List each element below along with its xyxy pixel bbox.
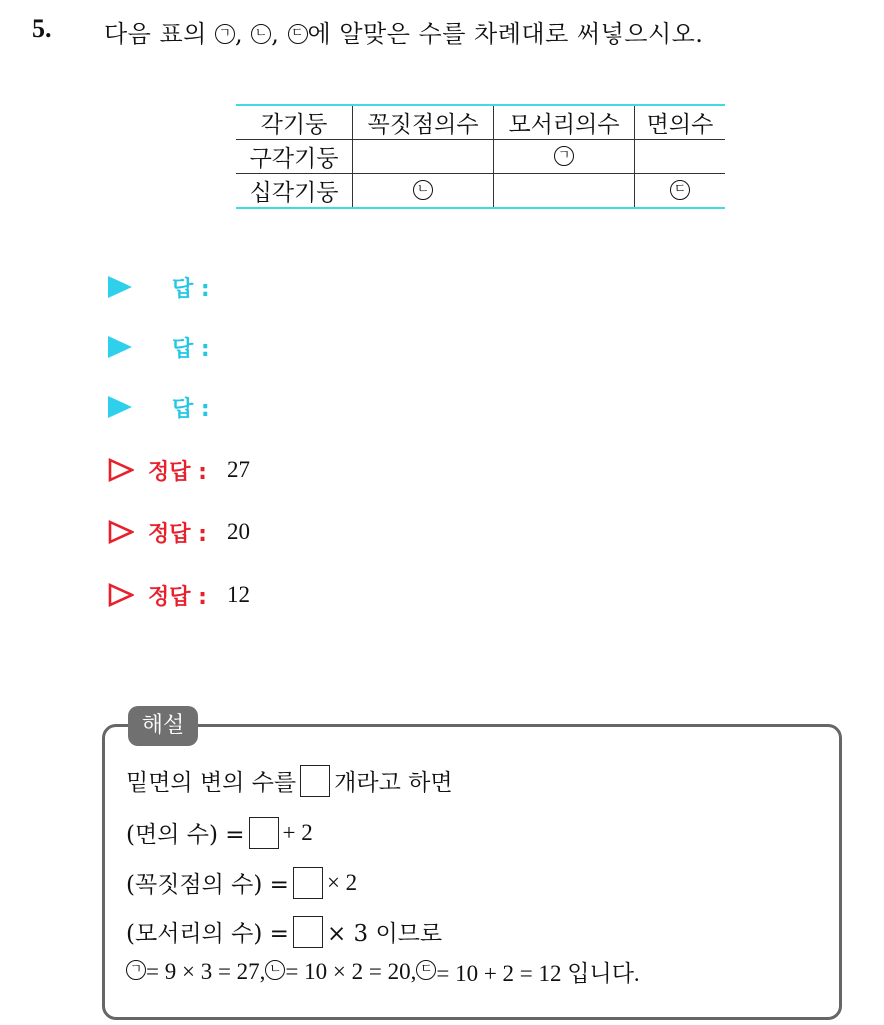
solution-label: 정답 : [148, 521, 207, 547]
filled-triangle-icon [108, 336, 132, 358]
answer-line [108, 332, 210, 362]
table-cell [635, 140, 726, 174]
explanation-text: + 2 [282, 819, 313, 845]
circled-mark-1: ㄱ [215, 24, 235, 44]
table-row-name: 십각기둥 [236, 174, 353, 209]
solution-label: 정답 : [148, 584, 207, 610]
explanation-line-4 [126, 915, 442, 948]
circled-mark-3: ㄷ [416, 960, 436, 980]
answer-line [108, 392, 210, 422]
outline-triangle-icon [108, 520, 134, 544]
circled-mark-3: ㄷ [288, 24, 308, 44]
explanation-line-3 [126, 866, 357, 899]
table-header: 꼭짓점의수 [353, 105, 494, 140]
prism-table [236, 104, 725, 209]
outline-triangle-icon [108, 458, 134, 482]
solution-value: 27 [226, 457, 250, 482]
explanation-line-1 [126, 764, 453, 797]
solution-label: 정답 : [148, 459, 207, 485]
table-header: 모서리의수 [494, 105, 635, 140]
explanation-tab: 해설 [128, 706, 198, 746]
table-header: 면의수 [635, 105, 726, 140]
table-header: 각기둥 [236, 105, 353, 140]
table-cell [494, 140, 635, 174]
explanation-line-5 [126, 955, 640, 988]
answer-label: 답 : [172, 276, 210, 302]
table-cell [635, 174, 726, 209]
explanation-text: 개라고 하면 [334, 770, 453, 796]
table-row [236, 174, 725, 209]
explanation-text: (면의 수) = [126, 822, 245, 848]
explanation-text: (꼭짓점의 수) = [126, 872, 289, 898]
explanation-text: 밑면의 변의 수를 [126, 770, 297, 796]
explanation-text: (모서리의 수) = [126, 921, 289, 947]
table-row [236, 140, 725, 174]
circled-mark-1: ㄱ [126, 960, 146, 980]
table-cell [494, 174, 635, 209]
question-sep-1: , [235, 20, 252, 48]
explanation-text: × 2 [326, 869, 358, 895]
question-text-post: 에 알맞은 수를 차례대로 써넣으시오. [307, 20, 704, 48]
question-text [104, 14, 703, 49]
circled-mark-1: ㄱ [554, 146, 574, 166]
explanation-line-2 [126, 816, 313, 849]
solution-value: 20 [226, 519, 250, 544]
explanation-text: × 3 이므로 [326, 921, 443, 947]
circled-mark-2: ㄴ [265, 960, 285, 980]
table-cell [353, 140, 494, 174]
explanation-text: = 9 × 3 = 27, [146, 958, 266, 984]
circled-mark-3: ㄷ [670, 180, 690, 200]
filled-triangle-icon [108, 276, 132, 298]
blank-box [249, 817, 279, 849]
explanation-text: = 10 + 2 = 12 입니다. [436, 961, 640, 986]
blank-box [300, 765, 330, 797]
solution-value: 12 [226, 582, 250, 607]
explanation-text: = 10 × 2 = 20, [285, 958, 417, 984]
table-header-row [236, 105, 725, 140]
table-row-name: 구각기둥 [236, 140, 353, 174]
solution-line [108, 580, 250, 610]
circled-mark-2: ㄴ [413, 180, 433, 200]
table-cell [353, 174, 494, 209]
blank-box [293, 867, 323, 899]
question-text-pre: 다음 표의 [104, 20, 215, 48]
answer-line [108, 272, 210, 302]
filled-triangle-icon [108, 396, 132, 418]
question-sep-2: , [271, 20, 288, 48]
answer-label: 답 : [172, 396, 210, 422]
solution-line [108, 517, 250, 547]
circled-mark-2: ㄴ [251, 24, 271, 44]
question-number: 5. [32, 14, 52, 43]
answer-label: 답 : [172, 336, 210, 362]
solution-line [108, 455, 250, 485]
outline-triangle-icon [108, 583, 134, 607]
blank-box [293, 916, 323, 948]
